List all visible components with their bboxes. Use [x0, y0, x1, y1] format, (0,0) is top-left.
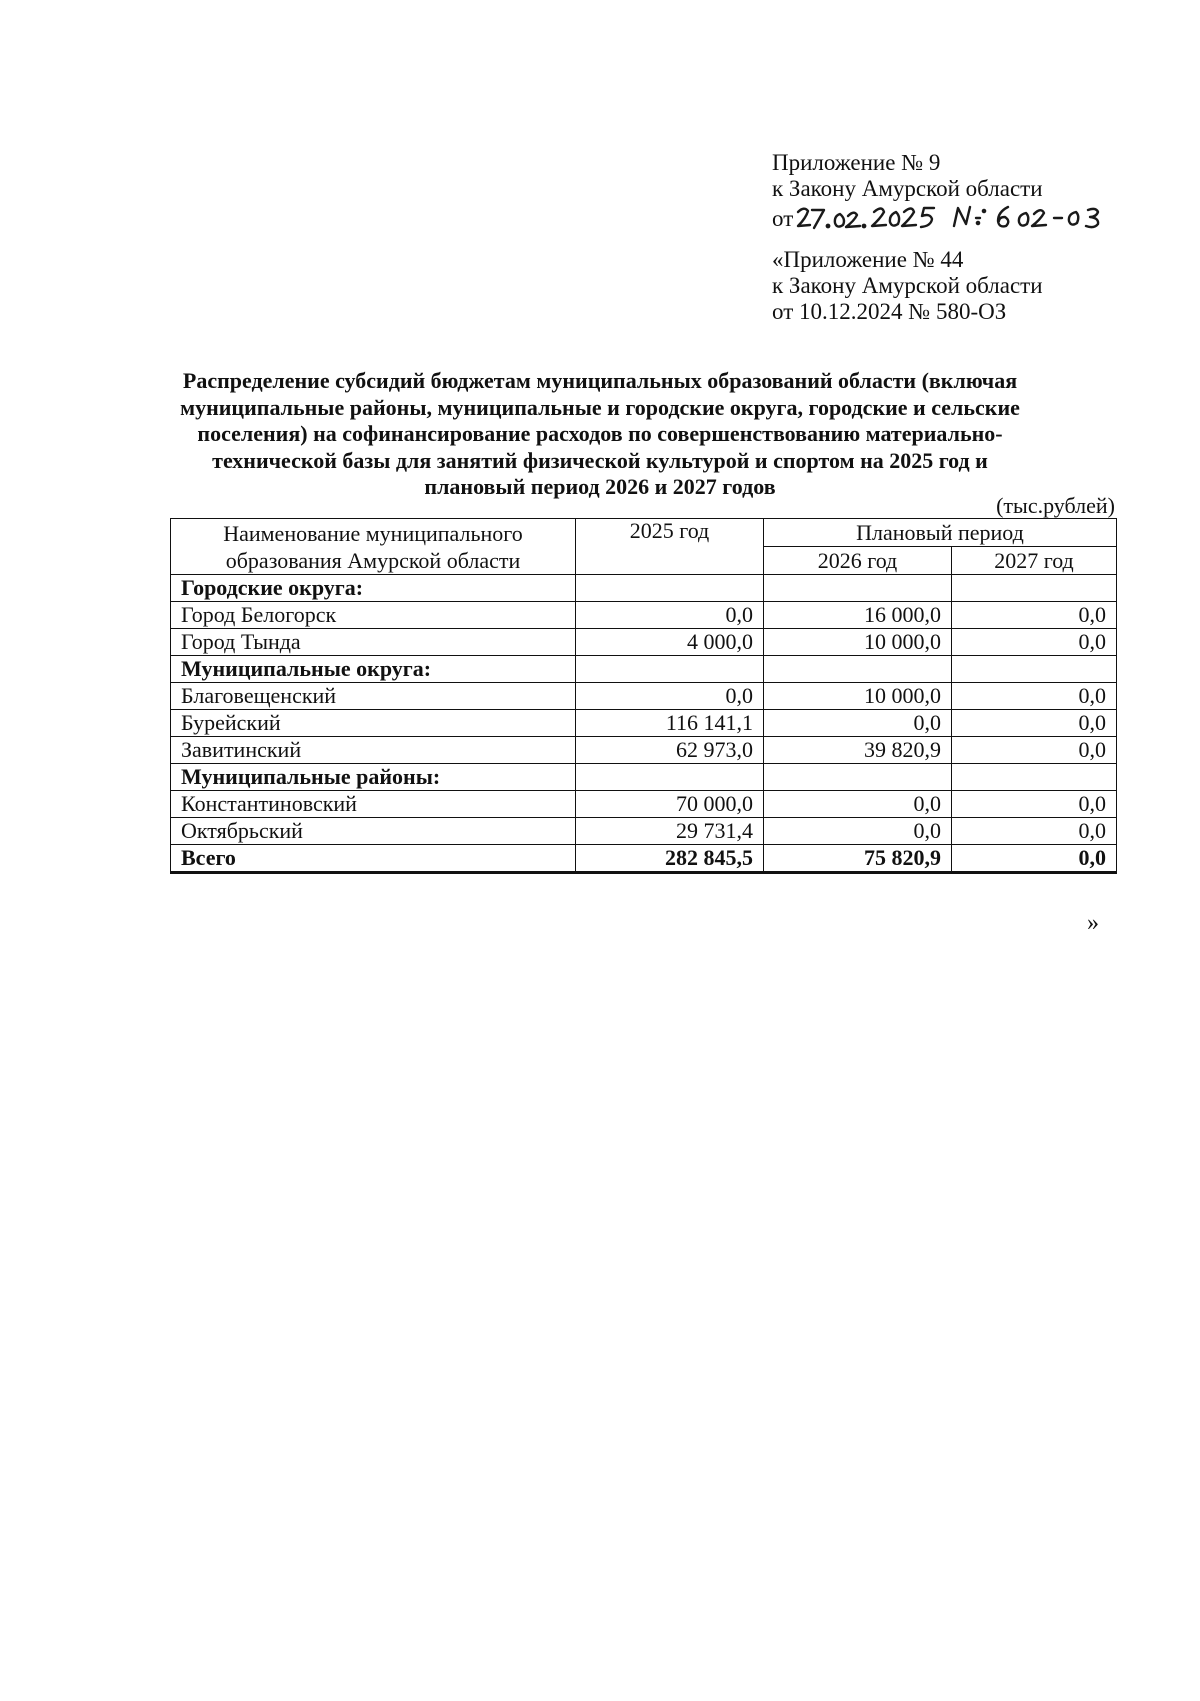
title-line: плановый период 2026 и 2027 годов	[424, 474, 776, 499]
cell-2027: 0,0	[952, 818, 1117, 845]
cell-name: Муниципальные округа:	[171, 656, 576, 683]
appendix-line: Приложение № 9	[772, 150, 941, 175]
header-name-line: Наименование муниципального	[223, 520, 523, 546]
header-2025: 2025 год	[576, 519, 764, 575]
table-row	[171, 791, 1117, 818]
cell-name: Городские округа:	[171, 575, 576, 602]
title-line: технической базы для занятий физической культурой и спортом на 2025 год и	[212, 447, 988, 473]
cell-name: Октябрьский	[171, 818, 576, 845]
header-2026: 2026 год	[764, 547, 952, 575]
table-row	[171, 710, 1117, 737]
appendix-line: к Закону Амурской области	[772, 176, 1043, 201]
header-name	[171, 519, 576, 575]
cell-2027	[952, 575, 1117, 602]
appendix-line: к Закону Амурской области	[772, 273, 1043, 298]
cell-2026	[764, 764, 952, 791]
cell-2025: 0,0	[576, 683, 764, 710]
cell-2025: 62 973,0	[576, 737, 764, 764]
table-row	[171, 629, 1117, 656]
cell-2025	[576, 656, 764, 683]
table-row	[171, 737, 1117, 764]
table-row	[171, 818, 1117, 845]
cell-2027	[952, 764, 1117, 791]
cell-2026	[764, 656, 952, 683]
cell-name: Город Белогорск	[171, 602, 576, 629]
cell-name: Город Тында	[171, 629, 576, 656]
cell-2025: 0,0	[576, 602, 764, 629]
table-row	[171, 683, 1117, 710]
total-row	[171, 845, 1117, 873]
section-row	[171, 575, 1117, 602]
cell-2026: 10 000,0	[764, 683, 952, 710]
cell-2027: 0,0	[952, 602, 1117, 629]
appendix-date-prefix: от	[772, 206, 794, 231]
cell-2025: 29 731,4	[576, 818, 764, 845]
closing-quote: »	[1087, 910, 1099, 936]
table-body	[171, 575, 1117, 873]
header-name-line: образования Амурской области	[225, 547, 521, 573]
appendix-line: «Приложение № 44	[772, 247, 964, 272]
appendix-current-block	[772, 150, 1114, 232]
cell-name: Бурейский	[171, 710, 576, 737]
title-line: поселения) на софинансирование расходов по совершенствованию материально-	[197, 421, 1003, 446]
cell-name: Всего	[171, 845, 576, 873]
cell-2025: 116 141,1	[576, 710, 764, 737]
cell-2027: 0,0	[952, 710, 1117, 737]
cell-2027: 0,0	[952, 791, 1117, 818]
header-2027: 2027 год	[952, 547, 1117, 575]
handwritten-date-signature	[794, 202, 1114, 232]
cell-2026: 39 820,9	[764, 737, 952, 764]
appendix-line: от 10.12.2024 № 580-ОЗ	[772, 299, 1007, 324]
cell-2026: 0,0	[764, 818, 952, 845]
cell-2027: 0,0	[952, 737, 1117, 764]
cell-2027: 0,0	[952, 629, 1117, 656]
subsidy-table	[170, 518, 1117, 874]
cell-name: Завитинский	[171, 737, 576, 764]
section-row	[171, 656, 1117, 683]
cell-2027: 0,0	[952, 845, 1117, 873]
cell-2026: 10 000,0	[764, 629, 952, 656]
title-line: Распределение субсидий бюджетам муниципальных образований области (включая	[182, 368, 1018, 393]
units-label: (тыс.рублей)	[996, 493, 1115, 518]
cell-name: Благовещенский	[171, 683, 576, 710]
appendix-date-line	[772, 202, 1114, 232]
cell-2026: 75 820,9	[764, 845, 952, 873]
cell-2025: 282 845,5	[576, 845, 764, 873]
cell-2025	[576, 575, 764, 602]
title-line: муниципальные районы, муниципальные и городские округа, городские и сельские	[180, 394, 1020, 420]
header-planned-period: Плановый период	[764, 519, 1117, 547]
cell-2026: 16 000,0	[764, 602, 952, 629]
cell-2025: 70 000,0	[576, 791, 764, 818]
cell-name: Муниципальные районы:	[171, 764, 576, 791]
appendix-previous-block	[772, 247, 1043, 325]
cell-2026	[764, 575, 952, 602]
cell-2027: 0,0	[952, 683, 1117, 710]
cell-2026: 0,0	[764, 791, 952, 818]
document-title	[150, 368, 1050, 501]
cell-2027	[952, 656, 1117, 683]
section-row	[171, 764, 1117, 791]
cell-2026: 0,0	[764, 710, 952, 737]
table-row	[171, 602, 1117, 629]
cell-2025	[576, 764, 764, 791]
cell-2025: 4 000,0	[576, 629, 764, 656]
cell-name: Константиновский	[171, 791, 576, 818]
